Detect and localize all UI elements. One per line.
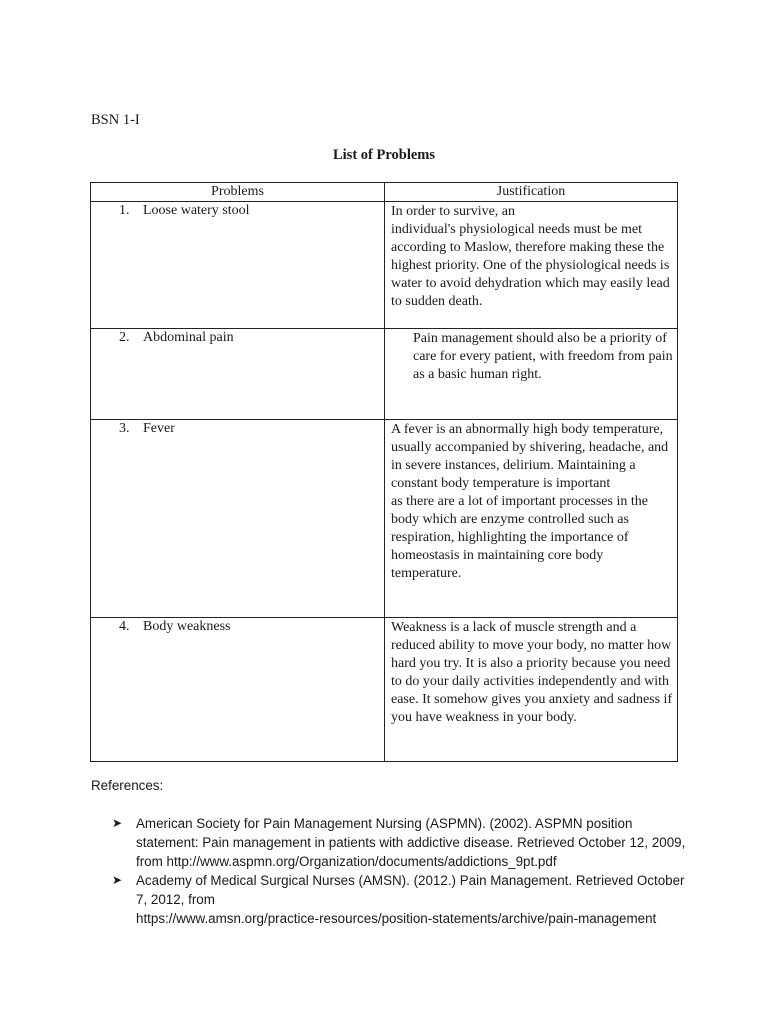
problem-cell [91,329,385,420]
table-header-row [91,183,678,202]
reference-item [91,814,691,871]
table-row [91,618,678,762]
reference-text: Academy of Medical Surgical Nurses (AMSN). (2012.) Pain Management. Retrieved October 7, 2012, from https://www.amsn.org/practice-resources/position-statements/archive/pain-management [136,873,685,926]
references-section [91,776,691,928]
problem-text: Body weakness [143,619,231,634]
problem-text: Loose watery stool [143,203,250,218]
problem-cell [91,618,385,762]
table-row [91,420,678,618]
column-header-justification: Justification [385,183,678,202]
reference-text: American Society for Pain Management Nursing (ASPMN). (2002). ASPMN position statement: Pain management in patients with addictive disease. Retrieved October 12, 2009, from http://www.aspmn.org/Organization/documents/addictions_9pt.pdf [136,816,686,869]
justification-cell: Weakness is a lack of muscle strength and a reduced ability to move your body, no matter how hard you try. It is also a priority because you need to do your daily activities independently and with ease. It somehow gives you anxiety and sadness if you have weakness in your body. [385,618,678,762]
document-title: List of Problems [332,147,436,163]
justification-cell: In order to survive, an individual's physiological needs must be met according to Maslow, therefore making these the highest priority. One of the physiological needs is water to avoid dehydration which may easily lead to sudden death. [385,202,678,329]
problem-number: 3. [119,421,130,436]
references-list [91,814,691,928]
problem-text: Abdominal pain [143,330,234,345]
problem-text: Fever [143,421,175,436]
column-header-problems: Problems [91,183,385,202]
arrow-bullet-icon: ➤ [112,873,123,887]
justification-cell: Pain management should also be a priority of care for every patient, with freedom from pain as a basic human right. [385,329,678,420]
references-heading: References: [91,778,164,793]
problem-cell [91,202,385,329]
problem-number: 4. [119,619,130,634]
problem-number: 1. [119,203,130,218]
problem-number: 2. [119,330,130,345]
problems-table [90,182,678,762]
justification-cell: A fever is an abnormally high body temperature, usually accompanied by shivering, headache, and in severe instances, delirium. Maintaining a constant body temperature is important as there are a lot of important processes in the body which are enzyme controlled such as respiration, highlighting the importance of homeostasis in maintaining core body temperature. [385,420,678,618]
problem-cell [91,420,385,618]
table-row [91,202,678,329]
class-label: BSN 1-I [91,112,140,128]
table-row [91,329,678,420]
arrow-bullet-icon: ➤ [112,816,123,830]
reference-item [91,871,691,928]
